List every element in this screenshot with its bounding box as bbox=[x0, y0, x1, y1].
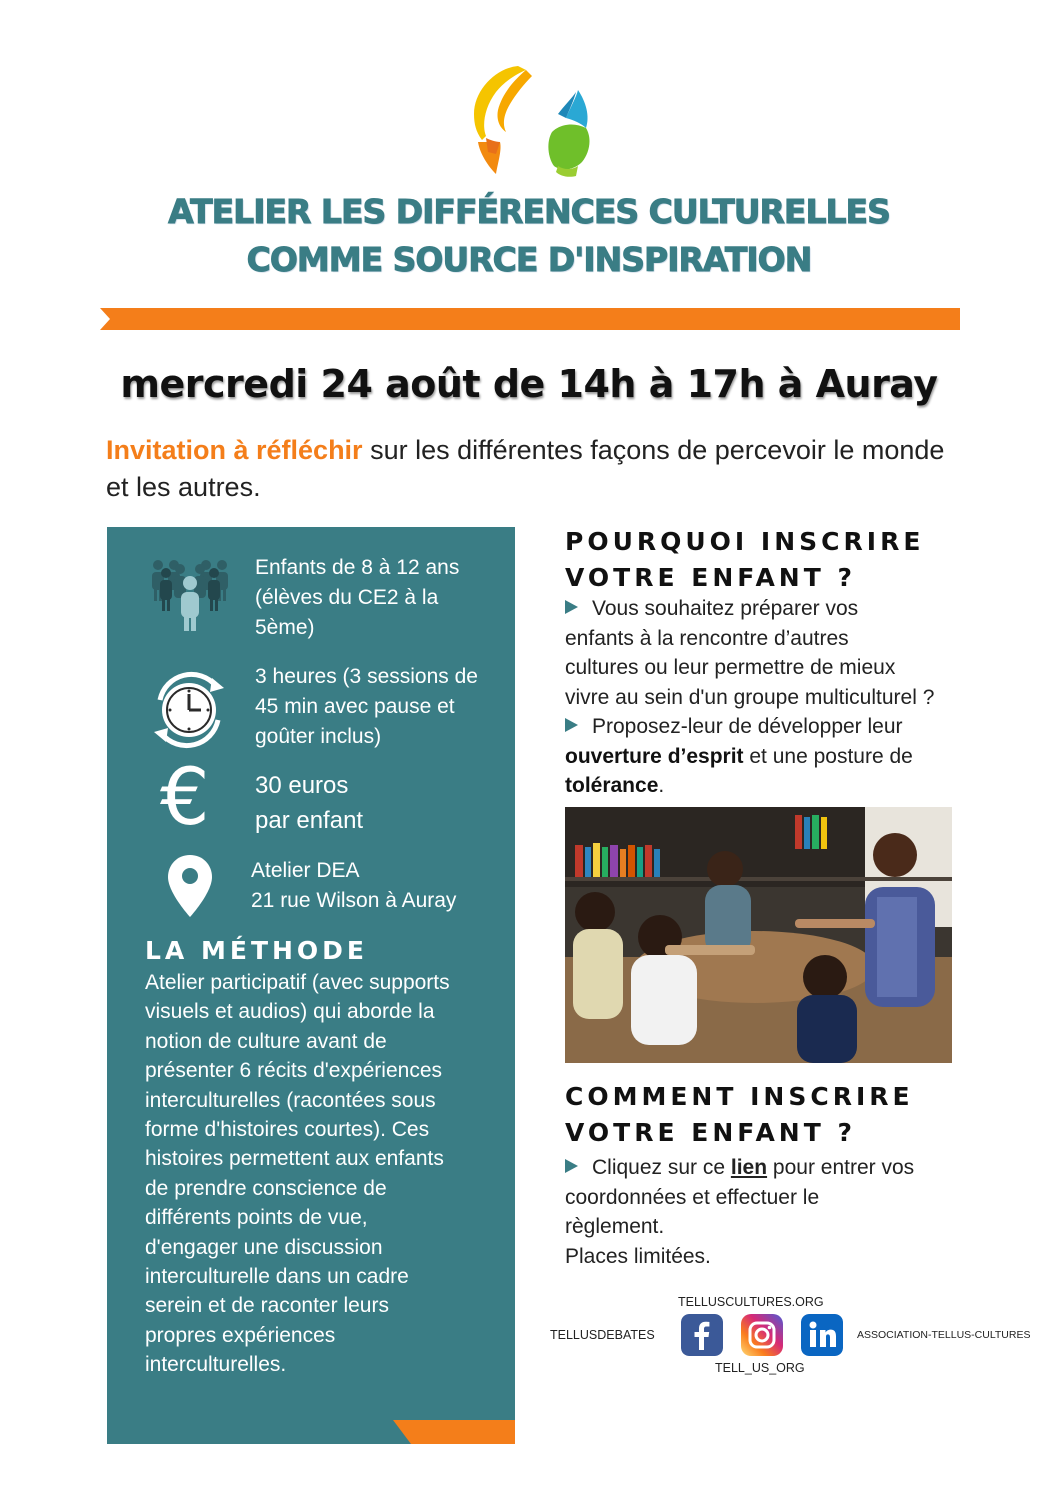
why-line: cultures ou leur permettre de mieux bbox=[565, 656, 896, 679]
method-line: histoires permettent aux enfants bbox=[145, 1147, 444, 1171]
why-line: vivre au sein d'un groupe multiculturel ? bbox=[565, 685, 935, 709]
title-line-1: ATELIER LES DIFFÉRENCES CULTURELLES bbox=[168, 192, 890, 231]
location-text bbox=[251, 856, 456, 916]
how-text bbox=[565, 1153, 985, 1271]
how-heading bbox=[565, 1079, 914, 1151]
method-line: interculturelles. bbox=[145, 1353, 287, 1377]
audience-line: Enfants de 8 à 12 ans bbox=[255, 556, 460, 579]
how-line: règlement. bbox=[565, 1215, 665, 1238]
intro-accent: Invitation à réfléchir bbox=[106, 435, 363, 465]
why-line-end: . bbox=[658, 774, 665, 797]
location-line: 21 rue Wilson à Auray bbox=[251, 889, 457, 912]
intro-rest: sur les différentes façons de percevoir le monde et les autres. bbox=[106, 435, 945, 502]
bullet-arrow-icon bbox=[565, 1159, 578, 1173]
duration-line: 45 min avec pause et bbox=[255, 695, 455, 718]
why-text bbox=[565, 594, 985, 801]
why-bold-open-mind: ouverture d’esprit bbox=[565, 744, 744, 768]
audience-text bbox=[255, 553, 459, 643]
registration-link[interactable]: lien bbox=[730, 1156, 768, 1179]
method-line: notion de culture avant de bbox=[145, 1029, 387, 1053]
why-line: enfants à la rencontre d’autres bbox=[565, 626, 849, 650]
why-line: Vous souhaitez préparer vos bbox=[592, 597, 859, 620]
why-heading bbox=[565, 524, 924, 596]
why-bold-tolerance: tolérance bbox=[565, 774, 659, 797]
method-line: interculturelle dans un cadre bbox=[145, 1265, 409, 1289]
how-heading-line: COMMENT INSCRIRE bbox=[565, 1082, 914, 1111]
instagram-handle[interactable]: TELL_US_ORG bbox=[715, 1361, 805, 1375]
linkedin-handle[interactable]: ASSOCIATION-TELLUS-CULTURES bbox=[857, 1329, 1031, 1341]
why-heading-line: POURQUOI INSCRIRE bbox=[565, 527, 925, 556]
map-pin-icon bbox=[166, 853, 214, 919]
facebook-icon[interactable] bbox=[681, 1314, 723, 1356]
tellus-logo bbox=[466, 62, 596, 180]
event-date-line: mercredi 24 août de 14h à 17h à Auray bbox=[120, 362, 938, 406]
title-line-2: COMME SOURCE D'INSPIRATION bbox=[246, 240, 812, 279]
method-line: visuels et audios) qui aborde la bbox=[145, 1000, 435, 1024]
orange-divider-band bbox=[100, 308, 960, 330]
location-line: Atelier DEA bbox=[251, 859, 360, 882]
panel-orange-corner bbox=[393, 1420, 515, 1444]
group-of-people-icon bbox=[146, 557, 234, 633]
audience-line: 5ème) bbox=[255, 616, 315, 639]
duration-text bbox=[255, 662, 478, 752]
bullet-arrow-icon bbox=[565, 718, 578, 732]
method-line: Atelier participatif (avec supports bbox=[145, 971, 450, 994]
clock-icon bbox=[146, 670, 232, 750]
method-line: d'engager une discussion bbox=[145, 1235, 383, 1259]
instagram-icon[interactable] bbox=[741, 1314, 783, 1356]
method-line: interculturelles (racontées sous bbox=[145, 1088, 436, 1112]
method-line: propres expériences bbox=[145, 1323, 336, 1347]
how-line: coordonnées et effectuer le bbox=[565, 1185, 820, 1209]
how-line: Cliquez sur ce bbox=[592, 1156, 731, 1179]
how-line: Places limitées. bbox=[565, 1244, 711, 1268]
facebook-handle[interactable]: TELLUSDEBATES bbox=[550, 1328, 655, 1342]
linkedin-icon[interactable] bbox=[801, 1314, 843, 1356]
duration-line: goûter inclus) bbox=[255, 725, 382, 748]
method-text bbox=[145, 968, 450, 1380]
method-line: différents points de vue, bbox=[145, 1206, 368, 1230]
workshop-photo bbox=[565, 807, 952, 1063]
audience-line: (élèves du CE2 à la bbox=[255, 586, 439, 609]
how-heading-line: VOTRE ENFANT ? bbox=[565, 1118, 856, 1147]
method-line: serein et de raconter leurs bbox=[145, 1294, 389, 1318]
how-line: pour entrer vos bbox=[767, 1156, 915, 1179]
method-line: forme d'histoires courtes). Ces bbox=[145, 1118, 430, 1142]
method-line: de prendre conscience de bbox=[145, 1176, 387, 1200]
intro-paragraph bbox=[106, 432, 956, 506]
why-heading-line: VOTRE ENFANT ? bbox=[565, 563, 856, 592]
bullet-arrow-icon bbox=[565, 600, 578, 614]
method-line: présenter 6 récits d'expériences bbox=[145, 1059, 442, 1083]
method-heading: LA MÉTHODE bbox=[145, 936, 368, 965]
duration-line: 3 heures (3 sessions de bbox=[255, 665, 478, 688]
price-text bbox=[255, 768, 363, 838]
website-link[interactable]: TELLUSCULTURES.ORG bbox=[678, 1295, 824, 1309]
euro-icon: € bbox=[160, 753, 210, 843]
why-line: Proposez-leur de développer leur bbox=[592, 715, 903, 738]
why-line: et une posture de bbox=[743, 744, 913, 768]
price-line: par enfant bbox=[255, 807, 364, 834]
price-line: 30 euros bbox=[255, 772, 349, 799]
